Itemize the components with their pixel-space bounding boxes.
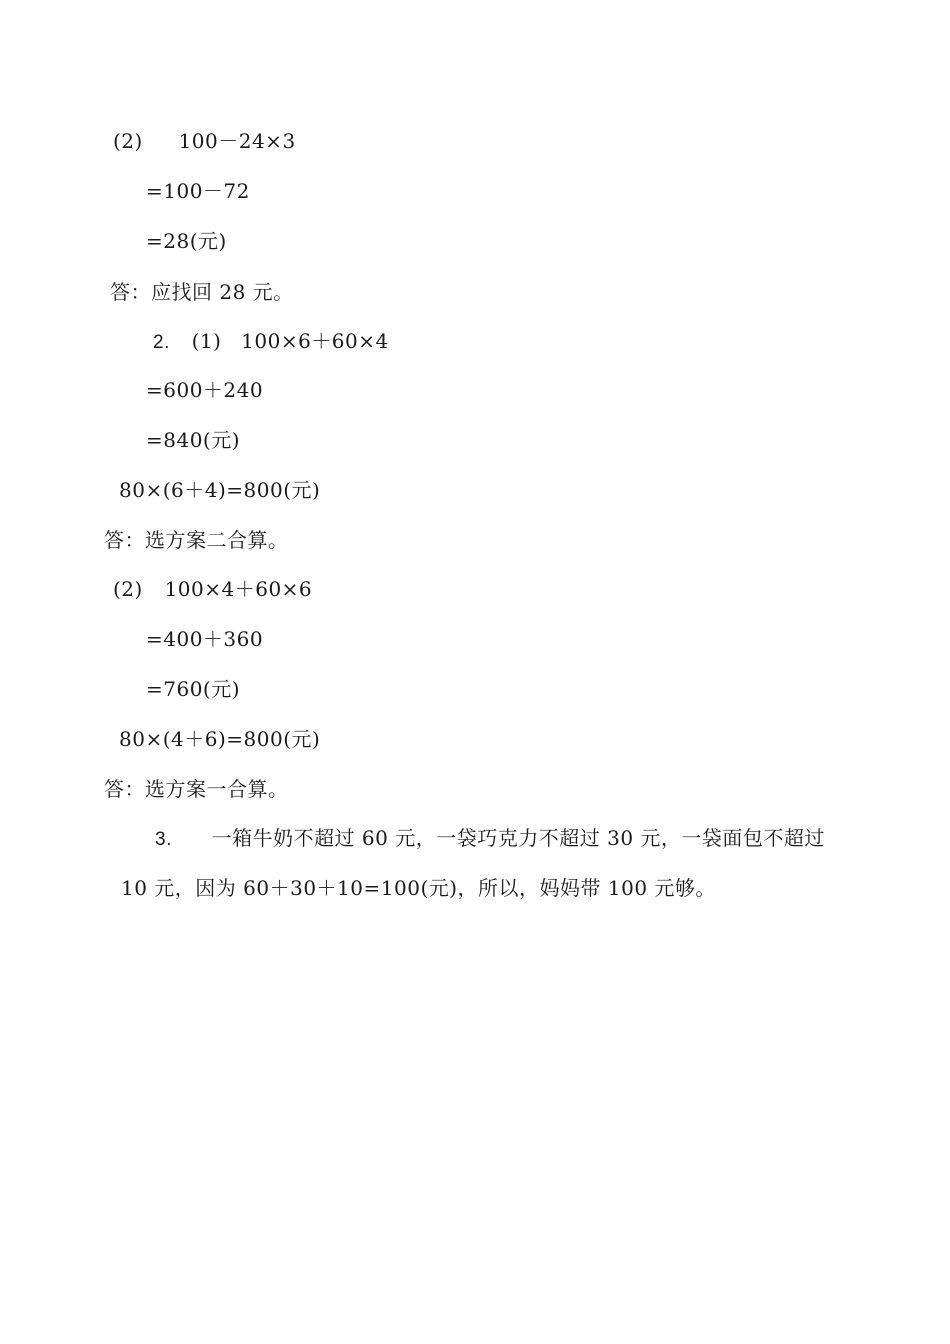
- q2-part2-step2: =760(元): [146, 677, 241, 701]
- q1-part2-step1: =100－72: [146, 179, 250, 203]
- q1-part2-label: (2): [113, 129, 143, 153]
- q2-part2-answer: 答：选方案一合算。: [104, 777, 289, 801]
- q2-part2-line: [113, 575, 312, 603]
- q2-number: 2.: [153, 332, 170, 353]
- q1-part2-answer: 答：应找回 28 元。: [110, 280, 294, 304]
- q3-text-line2: 10 元，因为 60＋30＋10=100(元)，所以，妈妈带 100 元够。: [121, 876, 716, 900]
- q2-part2-label: (2): [113, 577, 143, 601]
- q2-part1-expression: 100×6＋60×4: [241, 329, 389, 353]
- q2-part1-answer: 答：选方案二合算。: [104, 528, 289, 552]
- q1-part2-step2: =28(元): [146, 229, 227, 253]
- q2-part1-label: (1): [191, 329, 222, 353]
- q1-part2-line: [113, 127, 296, 155]
- q2-part1-line: [153, 327, 389, 357]
- q2-part1-alternative: 80×(6＋4)=800(元): [119, 478, 321, 502]
- q3-number: 3.: [155, 829, 172, 850]
- q2-part2-alternative: 80×(4＋6)=800(元): [119, 727, 321, 751]
- q2-part2-expression: 100×4＋60×6: [164, 577, 313, 601]
- q3-text-line1: 一箱牛奶不超过 60 元，一袋巧克力不超过 30 元，一袋面包不超过: [211, 826, 825, 850]
- q3-line1: [155, 824, 825, 854]
- q2-part2-step1: =400＋360: [146, 627, 264, 651]
- q2-part1-step2: =840(元): [146, 428, 241, 452]
- q1-part2-expression: 100－24×3: [178, 129, 296, 153]
- q2-part1-step1: =600＋240: [146, 378, 264, 402]
